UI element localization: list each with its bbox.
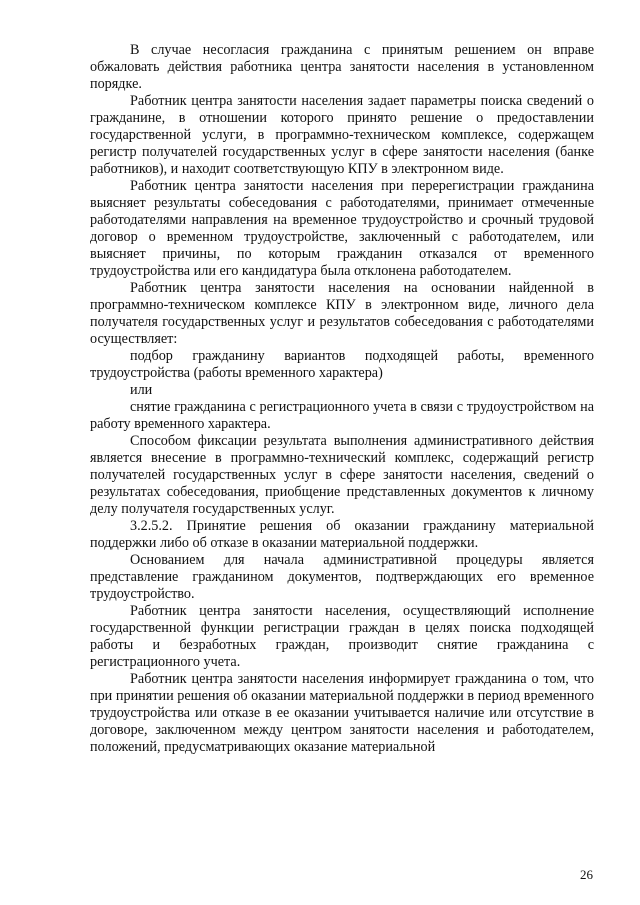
document-body <box>90 42 594 756</box>
paragraph-reregistration: Работник центра занятости населения при перерегистрации гражданина выясняет результаты собеседования с работодателями, принимает отмеченные работодателями направления на временное трудоустройство и срочный трудовой договор о временном трудоустройстве, заключенный с работодателем, или выясняет причины, по которым гражданин отказался от временного трудоустройства или его кандидатура была отклонена работодателем. <box>90 178 594 279</box>
paragraph-fixation-method: Способом фиксации результата выполнения административного действия является внесение в программно-технический комплекс, содержащий регистр получателей государственных услуг в сфере занятости населения, сведений о результатах собеседования, приобщение представленных документов к личному делу получателя государственных услуг. <box>90 433 594 517</box>
section-heading-3-2-5-2: 3.2.5.2. Принятие решения об оказании гражданину материальной поддержки либо об отказе в оказании материальной поддержки. <box>90 518 594 551</box>
paragraph-actions-intro: Работник центра занятости населения на основании найденной в программно-техническом комплексе КПУ в электронном виде, личного дела получателя государственных услуг и результатов собеседования с работодателями осуществляет: <box>90 280 594 347</box>
paragraph-or: или <box>130 382 153 398</box>
paragraph-informing: Работник центра занятости населения информирует гражданина о том, что при принятии решения об оказании материальной поддержки в период временного трудоустройства или отказе в ее оказании учитывается наличие или отсутствие в договоре, заключенном между центром занятости населения и работодателем, положений, предусматривающих оказание материальной <box>90 671 594 755</box>
paragraph-search-parameters: Работник центра занятости населения задает параметры поиска сведений о гражданине, в отношении которого принято решение о предоставлении государственной услуги, в программно-техническом комплексе, содержащем регистр получателей государственных услуг в сфере занятости населения (банке работников), и находит соответствующую КПУ в электронном виде. <box>90 93 594 177</box>
paragraph-option-deregistration: снятие гражданина с регистрационного учета в связи с трудоустройством на работу временного характера. <box>90 399 594 432</box>
paragraph-appeal: В случае несогласия гражданина с принятым решением он вправе обжаловать действия работника центра занятости населения в установленном порядке. <box>90 42 594 92</box>
page-number: 26 <box>580 867 593 882</box>
paragraph-procedure-basis: Основанием для начала административной процедуры является представление гражданином документов, подтверждающих его временное трудоустройство. <box>90 552 594 602</box>
paragraph-option-selection: подбор гражданину вариантов подходящей работы, временного трудоустройства (работы временного характера) <box>90 348 594 381</box>
paragraph-deregistration: Работник центра занятости населения, осуществляющий исполнение государственной функции регистрации граждан в целях поиска подходящей работы и безработных граждан, производит снятие гражданина с регистрационного учета. <box>90 603 594 670</box>
